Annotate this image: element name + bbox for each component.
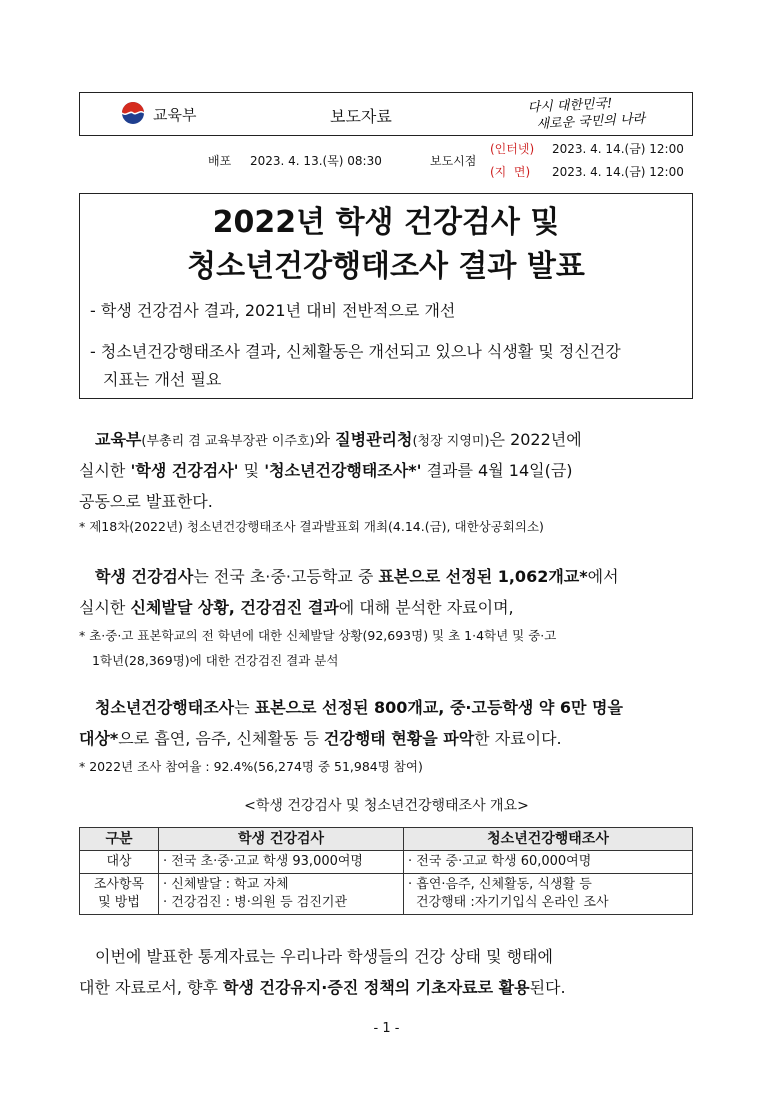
table-cell: 대상 — [80, 851, 159, 874]
text-fragment: 실시한 — [79, 598, 131, 617]
table-header-cell: 학생 건강검사 — [159, 828, 404, 851]
paragraph-1-line-2 — [79, 456, 573, 486]
text-fragment: 실시한 — [79, 461, 131, 480]
release-time-label: 보도시점 — [430, 154, 477, 168]
table-cell — [80, 874, 159, 915]
table-cell: · 전국 중·고교 학생 60,000여명 — [404, 851, 693, 874]
minister-note: (부총리 겸 교육부장관 이주호) — [141, 434, 315, 449]
slogan-line-1: 다시 대한민국! — [527, 96, 613, 116]
distribution-label: 배포 — [208, 154, 232, 168]
table-cell: · 전국 초·중·고교 학생 93,000여명 — [159, 851, 404, 874]
text-fragment: 에서 — [587, 567, 619, 586]
text-fragment: 는 전국 초·중·고등학교 중 — [193, 567, 379, 586]
text-fragment: 와 — [314, 430, 336, 449]
text-fragment: 는 — [234, 698, 255, 717]
ministry-education: 교육부 — [95, 430, 142, 449]
paragraph-3-line-2 — [79, 724, 562, 754]
text-fragment: 에 대해 분석한 자료이며, — [338, 598, 514, 617]
page-title — [79, 201, 693, 289]
subtitle-2a: - 청소년건강행태조사 결과, 신체활동은 개선되고 있으나 식생활 및 정신건강 — [90, 342, 621, 361]
document-type: 보도자료 — [330, 107, 392, 126]
sample-schools-term: 표본으로 선정된 1,062개교* — [378, 567, 588, 586]
page-number: - 1 - — [373, 1021, 400, 1036]
footnote-2-line-1: * 초·중·고 표본학교의 전 학년에 대한 신체발달 상황(92,693명) 및 초 1·4학년 및 중·고 — [79, 628, 557, 643]
cell-line: 및 방법 — [98, 895, 140, 910]
youth-health-survey-term: 청소년건강행태조사 — [95, 698, 235, 717]
survey-sample-term: 표본으로 선정된 800개교, 중·고등학생 약 6만 명을 — [254, 698, 623, 717]
government-emblem-icon — [121, 101, 145, 125]
cell-line: 조사항목 — [93, 877, 145, 892]
table-cell — [404, 874, 693, 915]
text-fragment: 한 자료이다. — [474, 729, 562, 748]
ministry-name: 교육부 — [153, 106, 197, 124]
policy-basis-term: 학생 건강유지·증진 정책의 기초자료로 활용 — [223, 978, 530, 997]
internet-label: (인터넷) — [490, 142, 535, 156]
cell-line: · 건강검진 : 병·의원 등 검진기관 — [163, 895, 348, 910]
text-fragment: 된다. — [529, 978, 566, 997]
paper-date: 2023. 4. 14.(금) 12:00 — [552, 165, 684, 179]
youth-health-survey-term: '청소년건강행태조사*' — [264, 461, 422, 480]
subtitle-1: - 학생 건강검사 결과, 2021년 대비 전반적으로 개선 — [90, 301, 456, 320]
distribution-date: 2023. 4. 13.(목) 08:30 — [250, 154, 382, 168]
footnote-1: * 제18차(2022년) 청소년건강행태조사 결과발표회 개최(4.14.(금), 대한상공회의소) — [79, 519, 544, 534]
cell-line: · 흡연·음주, 신체활동, 식생활 등 — [408, 877, 592, 892]
table-row — [80, 851, 693, 874]
internet-date: 2023. 4. 14.(금) 12:00 — [552, 142, 684, 156]
slogan-line-2: 새로운 국민의 나라 — [536, 111, 646, 133]
table-header-cell: 구분 — [80, 828, 159, 851]
table-row — [80, 874, 693, 915]
overview-table — [79, 827, 693, 915]
paragraph-4-line-1: 이번에 발표한 통계자료는 우리나라 학생들의 건강 상태 및 행태에 — [95, 947, 554, 966]
cell-line: · 신체발달 : 학교 자체 — [163, 877, 289, 892]
cell-line: 건강행태 :자기기입식 온라인 조사 — [416, 895, 609, 910]
text-fragment: 으로 흡연, 음주, 신체활동 등 — [118, 729, 324, 748]
paragraph-2-line-2 — [79, 593, 514, 623]
text-fragment: 및 — [238, 461, 265, 480]
title-line-2: 청소년건강행태조사 결과 발표 — [187, 249, 585, 284]
paragraph-2-line-1 — [95, 562, 619, 592]
footnote-3: * 2022년 조사 참여율 : 92.4%(56,274명 중 51,984명 참여) — [79, 759, 423, 774]
table-header-cell: 청소년건강행태조사 — [404, 828, 693, 851]
text-fragment: 은 2022년에 — [489, 430, 582, 449]
kdca-name: 질병관리청 — [335, 430, 413, 449]
student-health-exam-term: '학생 건강검사' — [130, 461, 239, 480]
exam-items-term: 신체발달 상황, 건강검진 결과 — [130, 598, 339, 617]
title-line-1: 2022년 학생 건강검사 및 — [212, 205, 560, 240]
target-term: 대상* — [79, 729, 119, 748]
student-health-exam-term: 학생 건강검사 — [95, 567, 194, 586]
paper-label: (지 면) — [490, 165, 531, 179]
table-cell — [159, 874, 404, 915]
text-fragment: 결과를 4월 14일(금) — [421, 461, 573, 480]
paragraph-4-line-2 — [79, 973, 566, 1003]
kdca-head-note: (청장 지영미) — [412, 434, 490, 449]
table-header-row — [80, 828, 693, 851]
text-fragment: 대한 자료로서, 향후 — [79, 978, 223, 997]
paragraph-1-line-1 — [95, 425, 582, 457]
behavior-status-term: 건강행태 현황을 파악 — [323, 729, 475, 748]
paragraph-3-line-1 — [95, 693, 623, 723]
table-caption: <학생 건강검사 및 청소년건강행태조사 개요> — [244, 798, 529, 814]
paragraph-1-line-3: 공동으로 발표한다. — [79, 492, 213, 511]
footnote-2-line-2: 1학년(28,369명)에 대한 건강검진 결과 분석 — [92, 653, 339, 668]
subtitle-2b: 지표는 개선 필요 — [103, 370, 222, 389]
